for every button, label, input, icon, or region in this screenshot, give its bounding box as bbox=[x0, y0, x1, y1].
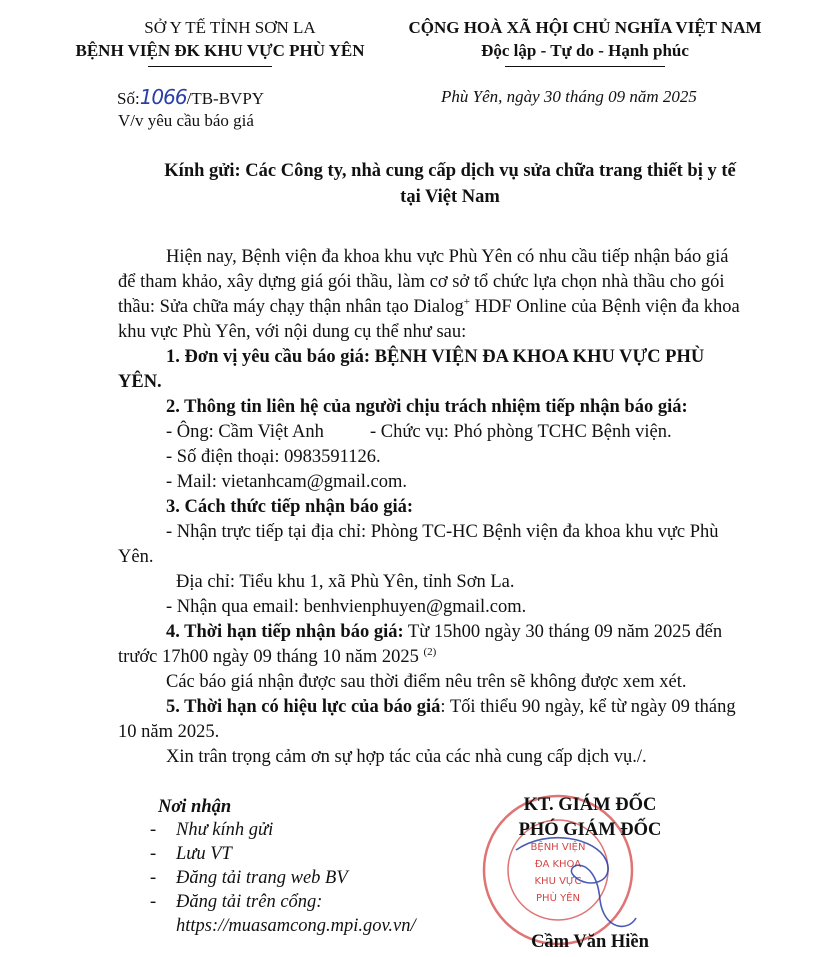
issuer-department: SỞ Y TẾ TỈNH SƠN LA bbox=[144, 18, 316, 37]
recipient-item: - Đăng tải trang web BV bbox=[150, 868, 348, 888]
recipients-title: Nơi nhận bbox=[158, 797, 232, 817]
section2-heading: 2. Thông tin liên hệ của người chịu trách nhiệm tiếp nhận báo giá: bbox=[166, 397, 688, 417]
stamp-line: BỆNH VIỆN bbox=[530, 842, 586, 853]
recipient-url: https://muasamcong.mpi.gov.vn/ bbox=[176, 916, 416, 936]
contact-phone: - Số điện thoại: 0983591126. bbox=[166, 447, 381, 467]
handwritten-number: 1066 bbox=[139, 85, 187, 109]
stamp-line: KHU VỰC bbox=[534, 876, 582, 887]
stamp-line: PHÙ YÊN bbox=[536, 893, 580, 904]
national-motto: Độc lập - Tự do - Hạnh phúc bbox=[481, 41, 689, 60]
intro-line3: thầu: Sửa chữa máy chạy thận nhân tạo Dialog+ HDF Online của Bệnh viện đa khoa bbox=[118, 296, 740, 317]
signer-name: Cầm Văn Hiền bbox=[531, 932, 649, 952]
contact-name: - Ông: Cầm Việt Anh bbox=[166, 422, 324, 442]
signature-title2: PHÓ GIÁM ĐỐC bbox=[518, 820, 662, 840]
closing-text: Xin trân trọng cảm ơn sự hợp tác của các nhà cung cấp dịch vụ./. bbox=[166, 747, 647, 767]
section5-heading: 5. Thời hạn có hiệu lực của báo giá bbox=[166, 697, 441, 717]
intro-line1: Hiện nay, Bệnh viện đa khoa khu vực Phù Yên có nhu cầu tiếp nhận báo giá bbox=[166, 247, 729, 267]
section1-heading-cont: YÊN. bbox=[118, 372, 162, 392]
recipient-item: - Đăng tải trên cổng: bbox=[150, 892, 323, 912]
recipient-item: - Lưu VT bbox=[150, 844, 232, 864]
contact-position: - Chức vụ: Phó phòng TCHC Bệnh viện. bbox=[370, 422, 672, 442]
recipient-item: - Như kính gửi bbox=[150, 820, 274, 840]
receive-address: Địa chỉ: Tiểu khu 1, xã Phù Yên, tỉnh Sơn La. bbox=[176, 572, 515, 592]
receive-direct: - Nhận trực tiếp tại địa chỉ: Phòng TC-HC Bệnh viện đa khoa khu vực Phù bbox=[166, 522, 719, 542]
intro-line2: để tham khảo, xây dựng giá gói thầu, làm cơ sở tổ chức lựa chọn nhà thầu cho gói bbox=[118, 272, 725, 292]
salutation-line2: tại Việt Nam bbox=[400, 187, 500, 207]
doc-date: Phù Yên, ngày 30 tháng 09 năm 2025 bbox=[441, 87, 697, 106]
section3-heading: 3. Cách thức tiếp nhận báo giá: bbox=[166, 497, 414, 517]
section4-heading: 4. Thời hạn tiếp nhận báo giá: bbox=[166, 622, 404, 642]
contact-mail: - Mail: vietanhcam@gmail.com. bbox=[166, 472, 408, 492]
section1-heading: 1. Đơn vị yêu cầu báo giá: BỆNH VIỆN ĐA KHOA KHU VỰC PHÙ bbox=[166, 347, 705, 367]
national-title: CỘNG HOÀ XÃ HỘI CHỦ NGHĨA VIỆT NAM bbox=[408, 18, 762, 37]
section5-line2: 10 năm 2025. bbox=[118, 722, 220, 742]
doc-subject: V/v yêu cầu báo giá bbox=[118, 111, 254, 130]
issuer-underline bbox=[148, 66, 272, 67]
doc-number: Số:1066/TB-BVPY bbox=[117, 85, 265, 109]
section4-line2: trước 17h00 ngày 09 tháng 10 năm 2025 $^{(2)}$ bbox=[118, 646, 437, 667]
section5-line: 5. Thời hạn có hiệu lực của báo giá: Tối thiểu 90 ngày, kể từ ngày 09 tháng bbox=[166, 697, 736, 717]
issuer-hospital: BỆNH VIỆN ĐK KHU VỰC PHÙ YÊN bbox=[75, 41, 365, 60]
receive-direct-cont: Yên. bbox=[118, 547, 154, 567]
stamp-line: ĐA KHOA bbox=[534, 859, 582, 870]
salutation-line1: Kính gửi: Các Công ty, nhà cung cấp dịch vụ sửa chữa trang thiết bị y tế bbox=[164, 161, 736, 181]
intro-line4: khu vực Phù Yên, với nội dung cụ thể như sau: bbox=[118, 322, 467, 342]
signature-title1: KT. GIÁM ĐỐC bbox=[523, 795, 657, 815]
receive-email: - Nhận qua email: benhvienphuyen@gmail.com. bbox=[166, 597, 527, 617]
section4-note: Các báo giá nhận được sau thời điểm nêu trên sẽ không được xem xét. bbox=[166, 672, 687, 692]
motto-underline bbox=[505, 66, 665, 67]
section4-line: 4. Thời hạn tiếp nhận báo giá: Từ 15h00 ngày 30 tháng 09 năm 2025 đến bbox=[166, 622, 723, 642]
